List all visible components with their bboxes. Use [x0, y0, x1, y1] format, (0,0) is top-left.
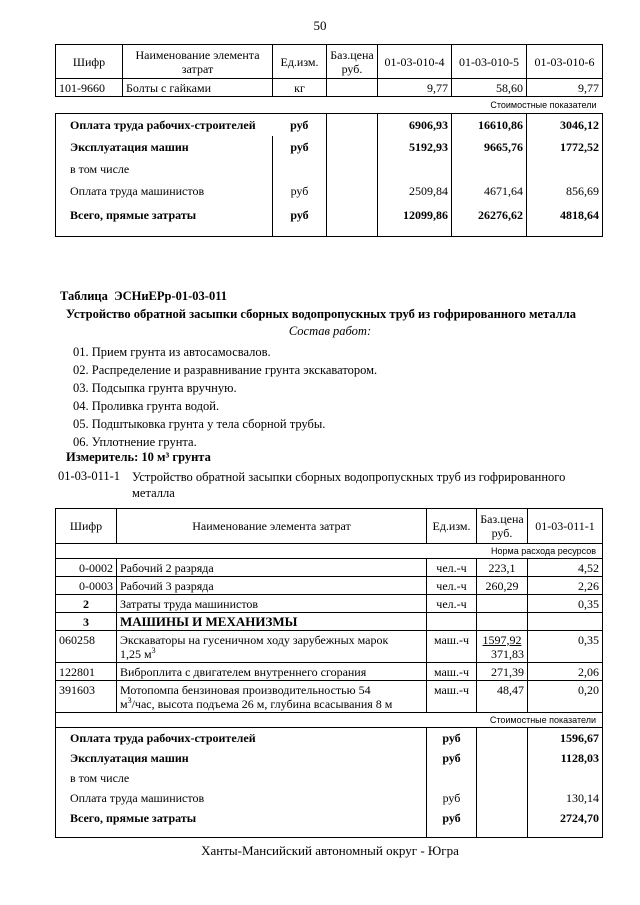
cell-value: 58,60 — [452, 79, 527, 97]
list-item: 03. Подсыпка грунта вручную. — [73, 381, 237, 395]
price-base: 1597,92 — [482, 632, 522, 647]
works-list — [73, 343, 377, 451]
summary-row — [56, 114, 603, 137]
summary-row — [56, 768, 603, 788]
summary-value: 1772,52 — [527, 136, 603, 158]
table-row — [56, 559, 603, 577]
list-item: 02. Распределение и разравнивание грунта экскаватором. — [73, 363, 378, 377]
cell-code: 101-9660 — [56, 79, 123, 97]
cell-value: 0,35 — [528, 631, 603, 663]
header-price: Баз.цена руб. — [327, 45, 378, 79]
summary-label: Оплата труда машинистов — [56, 180, 273, 202]
summary-value: 3046,12 — [527, 114, 603, 137]
cell-price: 223,1 — [477, 559, 528, 577]
summary-row — [56, 158, 603, 180]
work-code: 01-03-011-1 — [58, 469, 121, 483]
summary-value: 4818,64 — [527, 202, 603, 237]
table-row — [56, 577, 603, 595]
page-number: 50 — [313, 18, 327, 33]
cell-value: 2,26 — [528, 577, 603, 595]
cell-unit: чел.-ч — [427, 577, 477, 595]
summary-value: 16610,86 — [452, 114, 527, 137]
cell-name: Виброплита с двигателем внутреннего сгорания — [117, 663, 427, 681]
header-price: Баз.цена руб. — [477, 509, 528, 544]
cell-code: 060258 — [56, 631, 117, 663]
summary-label: Эксплуатация машин — [56, 136, 273, 158]
list-item: 06. Уплотнение грунта. — [73, 435, 197, 449]
cell-name: Рабочий 3 разряда — [117, 577, 427, 595]
summary-unit: руб — [273, 114, 327, 137]
cell-name: Рабочий 2 разряда — [117, 559, 427, 577]
header-col-6: 01-03-010-6 — [527, 45, 603, 79]
summary-value: 6906,93 — [378, 114, 452, 137]
cell-price — [327, 79, 378, 97]
cell-name: Мотопомпа бензиновая производительностью 54 $м^3$/час, высота подъема 26 м, глубина всасывания 8 м — [117, 681, 427, 713]
work-description-line: Устройство обратной засыпки сборных водопропускных труб из гофрированного — [132, 470, 566, 484]
header-code: Шифр — [56, 509, 117, 544]
summary-label: Оплата труда рабочих-строителей — [56, 728, 427, 749]
summary-row — [56, 136, 603, 158]
summary-value: 1128,03 — [528, 748, 603, 768]
summary-label: Эксплуатация машин — [56, 748, 427, 768]
cell-price — [477, 631, 528, 663]
summary-value: 1596,67 — [528, 728, 603, 749]
table-row — [56, 681, 603, 713]
cell-name: Болты с гайками — [123, 79, 273, 97]
table-row — [56, 663, 603, 681]
summary-value: 130,14 — [528, 788, 603, 808]
measure-unit: Измеритель: 10 м³ грунта — [66, 450, 211, 464]
header-code: Шифр — [56, 45, 123, 79]
cost-subheader-label: Стоимостные показатели — [56, 97, 603, 114]
summary-row — [56, 748, 603, 768]
summary-row — [56, 788, 603, 808]
summary-label: Оплата труда машинистов — [56, 788, 427, 808]
summary-unit: руб — [273, 180, 327, 202]
summary-value: 2724,70 — [528, 808, 603, 838]
cell-code: 3 — [56, 613, 117, 631]
summary-label: Всего, прямые затраты — [56, 202, 273, 237]
cost-subheader — [56, 97, 603, 114]
cell-code: 2 — [56, 595, 117, 613]
summary-unit: руб — [427, 728, 477, 749]
cell-value: 0,20 — [528, 681, 603, 713]
cell-value: 9,77 — [378, 79, 452, 97]
cell-code: 391603 — [56, 681, 117, 713]
cell-code: 0-0003 — [56, 577, 117, 595]
work-description — [132, 469, 565, 501]
summary-value: 856,69 — [527, 180, 603, 202]
table-row — [56, 79, 603, 97]
list-item: 04. Проливка грунта водой. — [73, 399, 220, 413]
header-unit: Ед.изм. — [427, 509, 477, 544]
header-col-5: 01-03-010-5 — [452, 45, 527, 79]
summary-row — [56, 728, 603, 749]
summary-label: в том числе — [56, 158, 273, 180]
work-description-line: металла — [132, 486, 175, 500]
cell-name: Экскаваторы на гусеничном ходу зарубежных марок 1,25 $м^3$ — [117, 631, 427, 663]
summary-value: 5192,93 — [378, 136, 452, 158]
cell-price: 271,39 — [477, 663, 528, 681]
summary-label: Оплата труда рабочих-строителей — [56, 114, 273, 137]
summary-unit: руб — [427, 748, 477, 768]
cell-name: МАШИНЫ И МЕХАНИЗМЫ — [117, 613, 427, 631]
table-title: Таблица ЭСНиЕРр-01-03-011 — [60, 289, 228, 303]
cell-unit: маш.-ч — [427, 663, 477, 681]
summary-row — [56, 808, 603, 838]
cost-subheader-label: Стоимостные показатели — [56, 713, 603, 728]
cell-code: 122801 — [56, 663, 117, 681]
resource-table-1 — [55, 44, 603, 237]
table-header — [56, 509, 603, 544]
table-row — [56, 613, 603, 631]
cell-name: Затраты труда машинистов — [117, 595, 427, 613]
summary-unit: руб — [273, 202, 327, 237]
norm-subheader-label: Норма расхода ресурсов — [56, 544, 603, 559]
summary-unit: руб — [273, 136, 327, 158]
header-name: Наименование элемента затрат — [117, 509, 427, 544]
summary-label: в том числе — [56, 768, 427, 788]
summary-row — [56, 202, 603, 237]
cell-value: 0,35 — [528, 595, 603, 613]
price-secondary: 371,83 — [491, 646, 524, 661]
header-unit: Ед.изм. — [273, 45, 327, 79]
cell-unit: кг — [273, 79, 327, 97]
header-name: Наименование элемента затрат — [123, 45, 273, 79]
list-item: 01. Прием грунта из автосамосвалов. — [73, 345, 271, 359]
section-heading: Устройство обратной засыпки сборных водопропускных труб из гофрированного металла — [66, 307, 577, 321]
cost-subheader — [56, 713, 603, 728]
table-row — [56, 631, 603, 663]
cell-unit: маш.-ч — [427, 681, 477, 713]
norm-subheader — [56, 544, 603, 559]
summary-unit: руб — [427, 808, 477, 838]
footer-region: Ханты-Мансийский автономный округ - Югра — [201, 843, 459, 858]
summary-value: 26276,62 — [452, 202, 527, 237]
cell-unit: чел.-ч — [427, 595, 477, 613]
cell-price — [477, 595, 528, 613]
cell-price: 48,47 — [477, 681, 528, 713]
list-item: 05. Подштыковка грунта у тела сборной трубы. — [73, 417, 326, 431]
cell-unit: маш.-ч — [427, 631, 477, 663]
cell-value: 2,06 — [528, 663, 603, 681]
resource-table-2 — [55, 508, 603, 838]
summary-unit: руб — [427, 788, 477, 808]
summary-label: Всего, прямые затраты — [56, 808, 427, 838]
cell-code: 0-0002 — [56, 559, 117, 577]
cell-value: 9,77 — [527, 79, 603, 97]
summary-value: 4671,64 — [452, 180, 527, 202]
summary-value: 2509,84 — [378, 180, 452, 202]
cell-unit: чел.-ч — [427, 559, 477, 577]
header-col-value: 01-03-011-1 — [528, 509, 603, 544]
summary-value: 12099,86 — [378, 202, 452, 237]
summary-row — [56, 180, 603, 202]
header-col-4: 01-03-010-4 — [378, 45, 452, 79]
works-title: Состав работ: — [288, 324, 372, 338]
summary-value: 9665,76 — [452, 136, 527, 158]
cell-value: 4,52 — [528, 559, 603, 577]
table-row — [56, 595, 603, 613]
table-header — [56, 45, 603, 79]
cell-price: 260,29 — [477, 577, 528, 595]
